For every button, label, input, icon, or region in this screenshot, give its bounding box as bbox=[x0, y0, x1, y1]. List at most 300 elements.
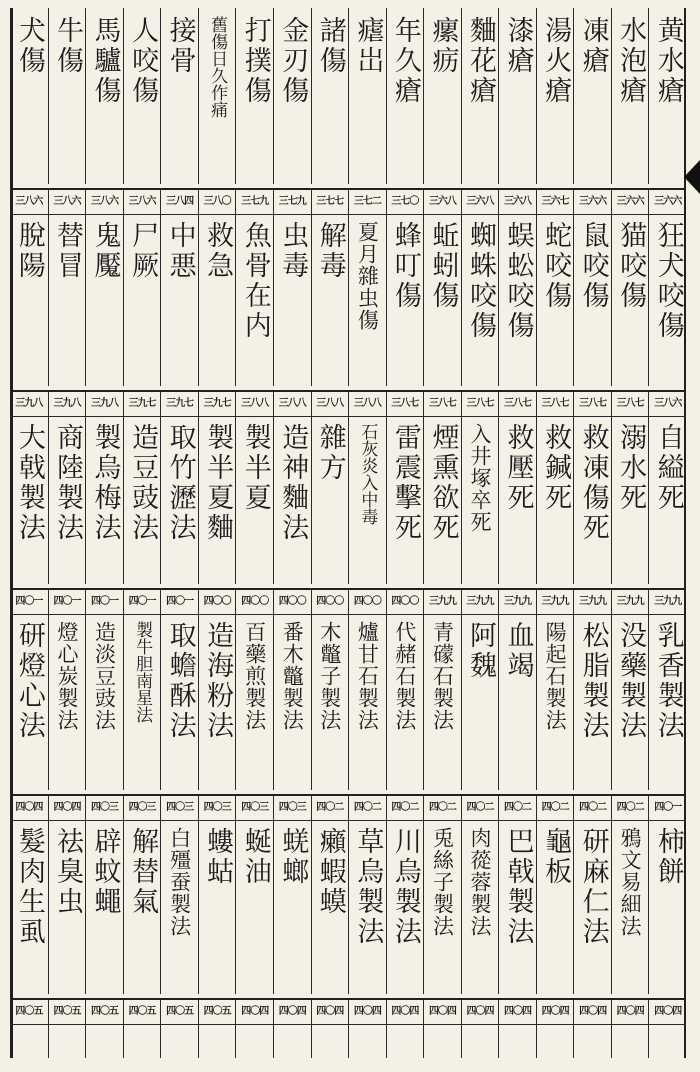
index-entry bbox=[648, 392, 686, 584]
entry-title: 救急 bbox=[202, 221, 234, 281]
index-entry bbox=[85, 1000, 123, 1058]
entry-title: 馬驢傷 bbox=[89, 16, 121, 106]
index-entry bbox=[498, 392, 536, 584]
entry-title: 解毒 bbox=[314, 221, 346, 281]
index-entry bbox=[498, 1000, 536, 1058]
entry-page-number: 三九七 bbox=[199, 392, 236, 417]
entry-page-number: 四〇〇 bbox=[199, 590, 236, 615]
entry-title: 尸厥 bbox=[127, 221, 159, 281]
entry-page-number: 三八八 bbox=[274, 392, 311, 417]
index-entry bbox=[10, 796, 48, 994]
entry-page-number: 四〇二 bbox=[312, 796, 349, 821]
index-entry bbox=[235, 392, 273, 584]
index-entry bbox=[648, 590, 686, 790]
index-entry bbox=[273, 1000, 311, 1058]
entry-title: 麯花瘡 bbox=[464, 16, 496, 106]
index-entry bbox=[423, 392, 461, 584]
entry-page-number: 四〇四 bbox=[10, 796, 48, 821]
index-entry bbox=[48, 190, 86, 386]
entry-title: 番木鼈製法 bbox=[280, 621, 305, 731]
entry-page-number: 四〇二 bbox=[349, 796, 386, 821]
entry-page-number: 四〇二 bbox=[499, 796, 536, 821]
index-entry bbox=[498, 590, 536, 790]
entry-page-number: 四〇三 bbox=[124, 796, 161, 821]
entry-page-number: 四〇五 bbox=[161, 1000, 198, 1025]
entry-page-number: 三七〇 bbox=[387, 190, 424, 215]
entry-title: 龜板 bbox=[540, 827, 572, 887]
index-entry bbox=[85, 590, 123, 790]
index-entry bbox=[348, 796, 386, 994]
index-entry bbox=[573, 8, 611, 184]
index-entry bbox=[461, 1000, 499, 1058]
index-entry bbox=[273, 8, 311, 184]
entry-page-number: 三六八 bbox=[499, 190, 536, 215]
band-divider bbox=[10, 998, 686, 1000]
entry-page-number: 三八八 bbox=[349, 392, 386, 417]
entry-page-number: 三八六 bbox=[124, 190, 161, 215]
entry-title: 水泡瘡 bbox=[615, 16, 647, 106]
index-entry bbox=[311, 1000, 349, 1058]
index-entry bbox=[123, 8, 161, 184]
entry-page-number: 三六七 bbox=[537, 190, 574, 215]
index-entry bbox=[160, 8, 198, 184]
entry-page-number: 四〇一 bbox=[161, 590, 198, 615]
index-entry bbox=[123, 590, 161, 790]
entry-page-number: 三六六 bbox=[649, 190, 686, 215]
index-entry bbox=[273, 190, 311, 386]
entry-page-number: 四〇一 bbox=[49, 590, 86, 615]
entry-page-number: 三八七 bbox=[462, 392, 499, 417]
entry-title: 青礞石製法 bbox=[430, 621, 455, 731]
index-entry bbox=[48, 796, 86, 994]
index-entry bbox=[273, 392, 311, 584]
index-entry bbox=[235, 1000, 273, 1058]
entry-page-number: 四〇四 bbox=[612, 1000, 649, 1025]
entry-title: 瘧岀 bbox=[352, 16, 384, 76]
index-entry bbox=[348, 392, 386, 584]
entry-title: 研麻仁法 bbox=[577, 827, 609, 947]
index-band-5 bbox=[10, 796, 686, 994]
entry-title: 凍瘡 bbox=[577, 16, 609, 76]
entry-title: 虫毒 bbox=[277, 221, 309, 281]
entry-title: 没藥製法 bbox=[615, 621, 647, 741]
index-band-3 bbox=[10, 392, 686, 584]
entry-page-number: 四〇〇 bbox=[349, 590, 386, 615]
entry-title: 救鍼死 bbox=[540, 423, 572, 513]
entry-page-number: 四〇〇 bbox=[236, 590, 273, 615]
entry-title: 癩蝦蟆 bbox=[314, 827, 346, 917]
entry-title: 入井塚卒死 bbox=[467, 423, 492, 533]
entry-title: 諸傷 bbox=[314, 16, 346, 76]
index-entry bbox=[536, 590, 574, 790]
entry-title: 血竭 bbox=[502, 621, 534, 681]
entry-page-number: 四〇一 bbox=[649, 796, 686, 821]
index-entry bbox=[235, 590, 273, 790]
entry-title: 辟蚊蠅 bbox=[89, 827, 121, 917]
entry-title: 自縊死 bbox=[652, 423, 684, 513]
entry-title: 蜘蛛咬傷 bbox=[464, 221, 496, 341]
entry-title: 川烏製法 bbox=[389, 827, 421, 947]
entry-title: 製半夏麯 bbox=[202, 423, 234, 543]
entry-title: 鴉文易細法 bbox=[618, 827, 643, 937]
entry-page-number: 四〇五 bbox=[10, 1000, 48, 1025]
entry-page-number: 四〇〇 bbox=[274, 590, 311, 615]
entry-title: 柿餅 bbox=[652, 827, 684, 887]
entry-page-number: 三九九 bbox=[424, 590, 461, 615]
index-entry bbox=[273, 796, 311, 994]
index-entry bbox=[536, 190, 574, 386]
index-entry bbox=[311, 590, 349, 790]
entry-page-number: 四〇三 bbox=[199, 796, 236, 821]
entry-title: 漆瘡 bbox=[502, 16, 534, 76]
entry-title: 肉蓯蓉製法 bbox=[467, 827, 492, 937]
entry-page-number: 四〇四 bbox=[574, 1000, 611, 1025]
index-entry bbox=[348, 590, 386, 790]
index-entry bbox=[198, 190, 236, 386]
entry-title: 狂犬咬傷 bbox=[652, 221, 684, 341]
index-entry bbox=[160, 590, 198, 790]
index-entry bbox=[311, 190, 349, 386]
index-entry bbox=[198, 796, 236, 994]
entry-page-number: 四〇四 bbox=[349, 1000, 386, 1025]
entry-title: 猫咬傷 bbox=[615, 221, 647, 311]
entry-page-number: 四〇二 bbox=[537, 796, 574, 821]
index-band-2 bbox=[10, 190, 686, 386]
index-entry bbox=[85, 796, 123, 994]
index-entry bbox=[573, 1000, 611, 1058]
entry-title: 取竹瀝法 bbox=[164, 423, 196, 543]
entry-title: 瘰疬 bbox=[427, 16, 459, 76]
index-entry bbox=[198, 1000, 236, 1058]
entry-page-number: 四〇三 bbox=[86, 796, 123, 821]
index-entry bbox=[611, 190, 649, 386]
entry-page-number: 三八八 bbox=[312, 392, 349, 417]
entry-title: 代赭石製法 bbox=[392, 621, 417, 731]
index-entry bbox=[348, 190, 386, 386]
index-entry bbox=[461, 190, 499, 386]
entry-title: 救凍傷死 bbox=[577, 423, 609, 543]
index-entry bbox=[461, 8, 499, 184]
index-entry bbox=[348, 8, 386, 184]
index-entry bbox=[10, 190, 48, 386]
entry-page-number: 三九九 bbox=[537, 590, 574, 615]
entry-title: 草烏製法 bbox=[352, 827, 384, 947]
index-entry bbox=[611, 8, 649, 184]
entry-title: 解替氣 bbox=[127, 827, 159, 917]
entry-title: 犬傷 bbox=[13, 16, 45, 76]
entry-title: 舊傷日久作痛 bbox=[207, 16, 228, 118]
entry-title: 巴戟製法 bbox=[502, 827, 534, 947]
entry-page-number: 三八〇 bbox=[199, 190, 236, 215]
entry-page-number: 四〇二 bbox=[574, 796, 611, 821]
entry-page-number: 四〇一 bbox=[10, 590, 48, 615]
entry-page-number: 三七七 bbox=[312, 190, 349, 215]
entry-title: 白殭蚕製法 bbox=[167, 827, 192, 937]
page-edge-tab bbox=[684, 160, 700, 194]
index-entry bbox=[386, 796, 424, 994]
index-entry bbox=[423, 796, 461, 994]
index-entry bbox=[461, 392, 499, 584]
index-entry bbox=[386, 392, 424, 584]
entry-page-number: 三八六 bbox=[649, 392, 686, 417]
band-divider bbox=[10, 794, 686, 796]
index-entry bbox=[386, 1000, 424, 1058]
index-entry bbox=[85, 392, 123, 584]
entry-title: 製牛胆南星法 bbox=[132, 621, 153, 723]
entry-title: 鬼魘 bbox=[89, 221, 121, 281]
entry-title: 蜂叮傷 bbox=[389, 221, 421, 311]
index-entry bbox=[573, 796, 611, 994]
index-entry bbox=[160, 392, 198, 584]
entry-page-number: 四〇〇 bbox=[312, 590, 349, 615]
entry-title: 松脂製法 bbox=[577, 621, 609, 741]
entry-title: 雜方 bbox=[314, 423, 346, 483]
entry-title: 蛇咬傷 bbox=[540, 221, 572, 311]
entry-title: 救壓死 bbox=[502, 423, 534, 513]
entry-title: 百藥煎製法 bbox=[242, 621, 267, 731]
index-entry bbox=[611, 796, 649, 994]
entry-title: 研燈心法 bbox=[13, 621, 45, 741]
entry-page-number: 三八七 bbox=[499, 392, 536, 417]
index-entry bbox=[311, 796, 349, 994]
index-entry bbox=[10, 590, 48, 790]
index-entry bbox=[423, 8, 461, 184]
index-entry bbox=[611, 392, 649, 584]
entry-page-number: 四〇四 bbox=[274, 1000, 311, 1025]
index-entry bbox=[273, 590, 311, 790]
index-entry bbox=[386, 190, 424, 386]
entry-title: 金刃傷 bbox=[277, 16, 309, 106]
entry-title: 商陸製法 bbox=[51, 423, 83, 543]
index-entry bbox=[198, 590, 236, 790]
entry-title: 大戟製法 bbox=[13, 423, 45, 543]
entry-page-number: 四〇三 bbox=[236, 796, 273, 821]
index-entry bbox=[160, 190, 198, 386]
index-entry bbox=[573, 392, 611, 584]
index-entry bbox=[423, 590, 461, 790]
entry-page-number: 三六八 bbox=[462, 190, 499, 215]
entry-page-number: 三六六 bbox=[612, 190, 649, 215]
entry-title: 造神麯法 bbox=[277, 423, 309, 543]
entry-title: 中悪 bbox=[164, 221, 196, 281]
entry-title: 湯火瘡 bbox=[540, 16, 572, 106]
index-entry bbox=[461, 796, 499, 994]
entry-title: 溺水死 bbox=[615, 423, 647, 513]
entry-page-number: 三八七 bbox=[387, 392, 424, 417]
entry-page-number: 三八七 bbox=[537, 392, 574, 417]
entry-page-number: 三七二 bbox=[349, 190, 386, 215]
index-entry bbox=[648, 1000, 686, 1058]
entry-title: 乳香製法 bbox=[652, 621, 684, 741]
entry-page-number: 三八七 bbox=[574, 392, 611, 417]
index-entry bbox=[348, 1000, 386, 1058]
index-entry bbox=[536, 392, 574, 584]
index-entry bbox=[611, 590, 649, 790]
index-entry bbox=[10, 1000, 48, 1058]
entry-page-number: 四〇四 bbox=[537, 1000, 574, 1025]
entry-title: 製半夏 bbox=[239, 423, 271, 513]
band-divider bbox=[10, 188, 686, 190]
index-entry bbox=[10, 392, 48, 584]
entry-page-number: 三九八 bbox=[86, 392, 123, 417]
entry-title: 髮肉生虱 bbox=[13, 827, 45, 947]
entry-page-number: 四〇四 bbox=[236, 1000, 273, 1025]
index-entry bbox=[648, 796, 686, 994]
index-entry bbox=[573, 590, 611, 790]
entry-page-number: 三八六 bbox=[86, 190, 123, 215]
index-entry bbox=[198, 392, 236, 584]
entry-title: 人咬傷 bbox=[127, 16, 159, 106]
entry-page-number: 三八四 bbox=[161, 190, 198, 215]
index-entry bbox=[235, 8, 273, 184]
index-entry bbox=[536, 1000, 574, 1058]
index-entry bbox=[48, 590, 86, 790]
index-entry bbox=[160, 1000, 198, 1058]
entry-title: 祛臭虫 bbox=[51, 827, 83, 917]
entry-title: 爐甘石製法 bbox=[355, 621, 380, 731]
entry-title: 煙熏欲死 bbox=[427, 423, 459, 543]
entry-title: 黄水瘡 bbox=[652, 16, 684, 106]
entry-title: 造豆豉法 bbox=[127, 423, 159, 543]
index-entry bbox=[85, 8, 123, 184]
index-entry bbox=[235, 796, 273, 994]
entry-title: 製烏梅法 bbox=[89, 423, 121, 543]
index-entry bbox=[48, 392, 86, 584]
entry-title: 打撲傷 bbox=[239, 16, 271, 106]
index-entry bbox=[386, 590, 424, 790]
entry-page-number: 三九九 bbox=[649, 590, 686, 615]
index-entry bbox=[10, 8, 48, 184]
band-divider bbox=[10, 390, 686, 392]
index-entry bbox=[311, 8, 349, 184]
index-entry bbox=[536, 796, 574, 994]
entry-page-number: 四〇四 bbox=[387, 1000, 424, 1025]
index-entry bbox=[461, 590, 499, 790]
entry-page-number: 四〇五 bbox=[199, 1000, 236, 1025]
entry-page-number: 三八七 bbox=[424, 392, 461, 417]
entry-title: 造淡豆豉法 bbox=[92, 621, 117, 731]
entry-title: 造海粉法 bbox=[202, 621, 234, 741]
entry-page-number: 三八八 bbox=[236, 392, 273, 417]
entry-page-number: 三九九 bbox=[574, 590, 611, 615]
entry-page-number: 四〇五 bbox=[86, 1000, 123, 1025]
index-entry bbox=[123, 190, 161, 386]
entry-title: 雷震擊死 bbox=[389, 423, 421, 543]
entry-page-number: 四〇三 bbox=[274, 796, 311, 821]
entry-page-number: 三七九 bbox=[236, 190, 273, 215]
band-divider bbox=[10, 588, 686, 590]
index-entry bbox=[311, 392, 349, 584]
index-entry bbox=[573, 190, 611, 386]
entry-page-number: 四〇四 bbox=[424, 1000, 461, 1025]
entry-title: 木鼈子製法 bbox=[317, 621, 342, 731]
entry-page-number: 三九九 bbox=[499, 590, 536, 615]
entry-title: 替冒 bbox=[51, 221, 83, 281]
entry-page-number: 四〇一 bbox=[86, 590, 123, 615]
index-band-1 bbox=[10, 8, 686, 184]
entry-page-number: 四〇三 bbox=[161, 796, 198, 821]
entry-page-number: 三九七 bbox=[124, 392, 161, 417]
index-band-6 bbox=[10, 1000, 686, 1058]
entry-page-number: 四〇二 bbox=[424, 796, 461, 821]
entry-page-number: 四〇四 bbox=[312, 1000, 349, 1025]
index-entry bbox=[423, 190, 461, 386]
index-entry bbox=[48, 8, 86, 184]
entry-page-number: 四〇五 bbox=[124, 1000, 161, 1025]
index-entry bbox=[123, 392, 161, 584]
index-entry bbox=[235, 190, 273, 386]
entry-page-number: 四〇四 bbox=[49, 796, 86, 821]
index-entry bbox=[48, 1000, 86, 1058]
entry-page-number: 三七九 bbox=[274, 190, 311, 215]
entry-page-number: 三九八 bbox=[10, 392, 48, 417]
index-entry bbox=[123, 796, 161, 994]
entry-page-number: 四〇四 bbox=[462, 1000, 499, 1025]
entry-title: 蜒油 bbox=[239, 827, 271, 887]
entry-page-number: 三八六 bbox=[49, 190, 86, 215]
entry-page-number: 三八六 bbox=[10, 190, 48, 215]
entry-page-number: 三九八 bbox=[49, 392, 86, 417]
index-entry bbox=[498, 796, 536, 994]
entry-title: 鼠咬傷 bbox=[577, 221, 609, 311]
entry-title: 牛傷 bbox=[51, 16, 83, 76]
entry-title: 蜣螂 bbox=[277, 827, 309, 887]
index-band-4 bbox=[10, 590, 686, 790]
entry-page-number: 四〇二 bbox=[462, 796, 499, 821]
entry-title: 燈心炭製法 bbox=[54, 621, 79, 731]
entry-page-number: 四〇四 bbox=[499, 1000, 536, 1025]
entry-page-number: 四〇二 bbox=[612, 796, 649, 821]
index-entry bbox=[648, 8, 686, 184]
entry-page-number: 三六八 bbox=[424, 190, 461, 215]
entry-page-number: 三九七 bbox=[161, 392, 198, 417]
entry-title: 蚯蚓傷 bbox=[427, 221, 459, 311]
entry-title: 阿魏 bbox=[464, 621, 496, 681]
entry-page-number: 四〇四 bbox=[649, 1000, 686, 1025]
entry-title: 兎絲子製法 bbox=[430, 827, 455, 937]
entry-title: 石灰炎入中毒 bbox=[357, 423, 378, 525]
entry-title: 夏月雜虫傷 bbox=[355, 221, 380, 331]
entry-title: 脫陽 bbox=[13, 221, 45, 281]
entry-page-number: 三九九 bbox=[462, 590, 499, 615]
index-entry bbox=[611, 1000, 649, 1058]
entry-page-number: 四〇五 bbox=[49, 1000, 86, 1025]
index-entry bbox=[85, 190, 123, 386]
index-entry bbox=[198, 8, 236, 184]
entry-title: 年久瘡 bbox=[389, 16, 421, 106]
entry-page-number: 三八七 bbox=[612, 392, 649, 417]
index-entry bbox=[498, 190, 536, 386]
index-entry bbox=[498, 8, 536, 184]
entry-page-number: 三九九 bbox=[612, 590, 649, 615]
entry-page-number: 四〇一 bbox=[124, 590, 161, 615]
index-entry bbox=[423, 1000, 461, 1058]
index-entry bbox=[160, 796, 198, 994]
entry-page-number: 四〇二 bbox=[387, 796, 424, 821]
entry-title: 螻蛄 bbox=[202, 827, 234, 887]
entry-title: 接骨 bbox=[164, 16, 196, 76]
index-entry bbox=[386, 8, 424, 184]
entry-page-number: 四〇〇 bbox=[387, 590, 424, 615]
index-entry bbox=[123, 1000, 161, 1058]
entry-page-number: 三六六 bbox=[574, 190, 611, 215]
index-entry bbox=[536, 8, 574, 184]
entry-title: 魚骨在内 bbox=[239, 221, 271, 341]
entry-title: 陽起石製法 bbox=[543, 621, 568, 731]
entry-title: 取蟾酥法 bbox=[164, 621, 196, 741]
index-entry bbox=[648, 190, 686, 386]
entry-title: 蜈蚣咬傷 bbox=[502, 221, 534, 341]
